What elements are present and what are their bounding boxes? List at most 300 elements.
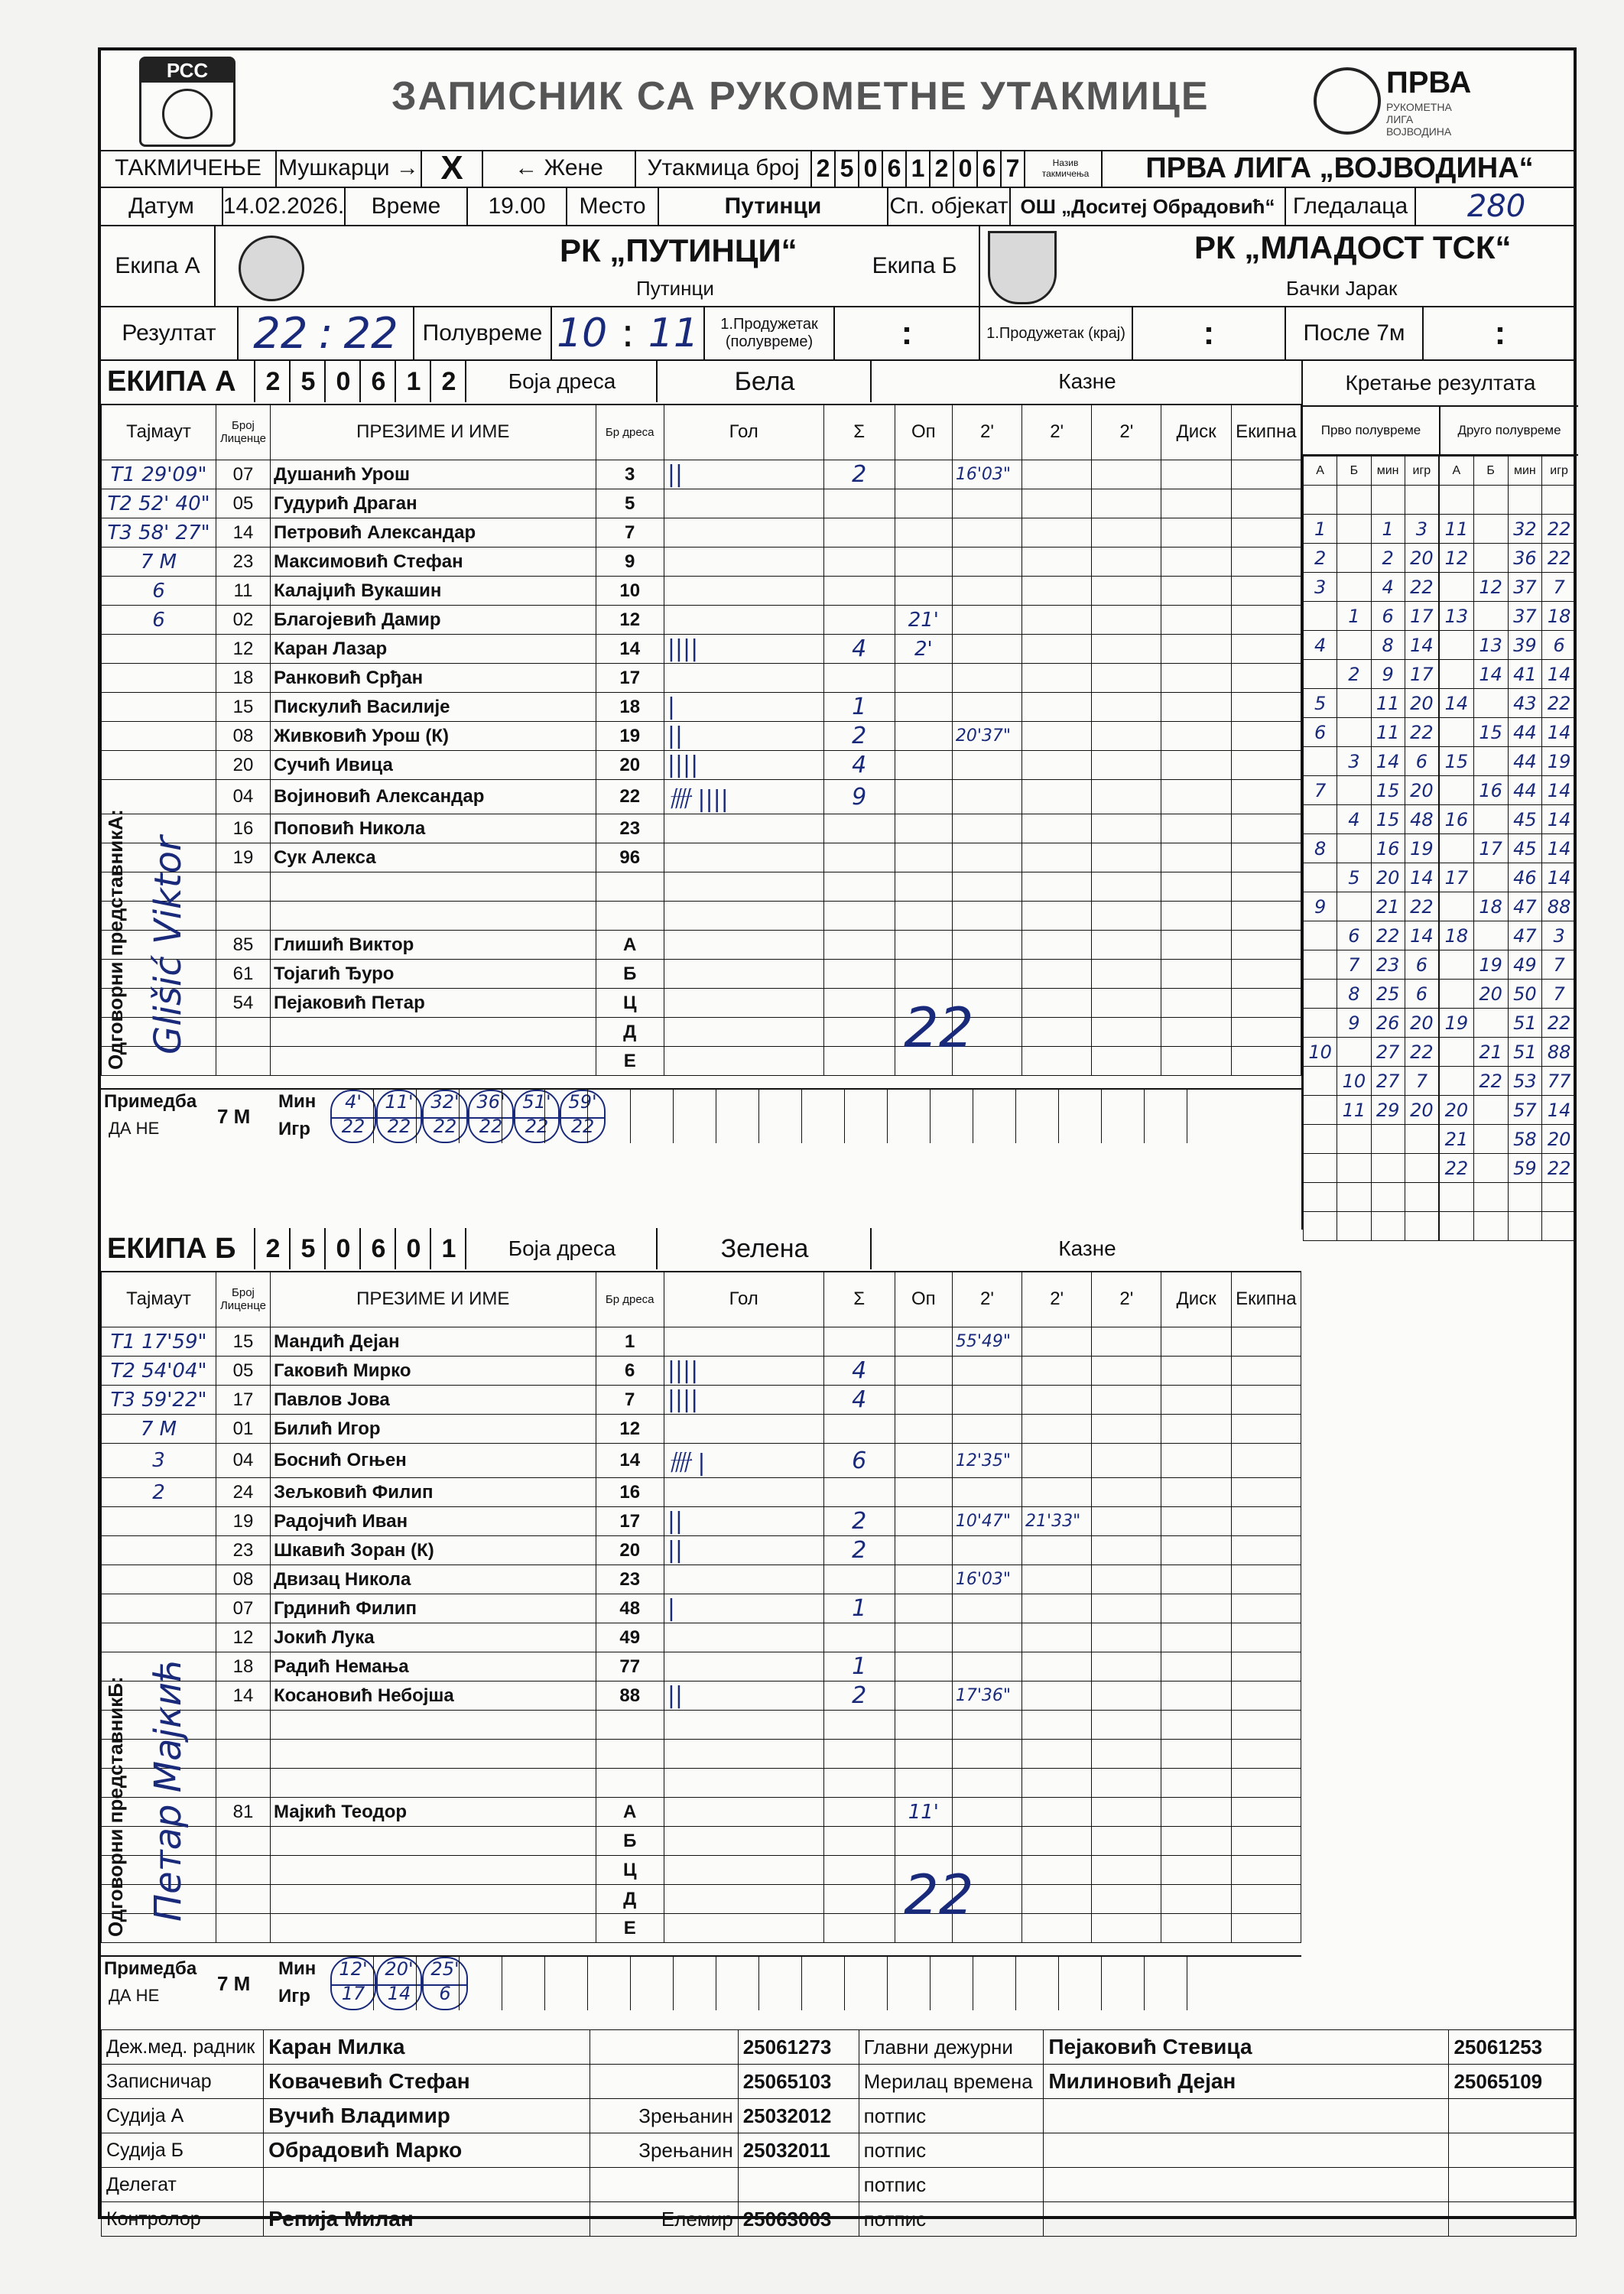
progress-cell: 6 (1337, 921, 1371, 950)
progress-cell: 16 (1371, 834, 1405, 863)
ot1-half-value: : (835, 307, 980, 359)
team-penalty-cell (1231, 960, 1301, 989)
progress-cell: 8 (1337, 980, 1371, 1009)
warning-cell (895, 1565, 952, 1594)
progress-cell: 14 (1542, 1096, 1577, 1125)
progress-cell: 45 (1508, 805, 1542, 834)
footer-city: Зрењанин (590, 2133, 738, 2168)
progress-cell (1440, 660, 1474, 689)
progress-cell (1304, 805, 1337, 834)
table-row (102, 489, 1301, 518)
footer-role2: Мерилац времена (859, 2065, 1044, 2099)
progress-cell: 3 (1405, 515, 1438, 544)
progress-cell: 32 (1508, 515, 1542, 544)
warning-cell (895, 1711, 952, 1740)
ot1-half-label: 1.Продужетак (полувреме) (705, 307, 835, 359)
penalty2-cell (1022, 751, 1092, 780)
jersey-number: 18 (596, 693, 664, 722)
penalty3-cell (1092, 814, 1161, 843)
progress-cell: 22 (1405, 1038, 1438, 1067)
penalty3-cell (1092, 780, 1161, 814)
penalty2-cell (1022, 1856, 1092, 1885)
progress-cell: 7 (1542, 573, 1577, 602)
license-cell (216, 1018, 271, 1047)
team-penalty-cell (1231, 1740, 1301, 1769)
progress-cell: 37 (1508, 602, 1542, 631)
league-ball-icon (1314, 67, 1381, 135)
progress-row (1440, 1183, 1577, 1212)
penalty1-cell (952, 606, 1021, 635)
license-cell (216, 872, 271, 902)
goals-tally (664, 902, 823, 931)
goals-sum: 1 (823, 1652, 895, 1682)
progress-cell (1337, 1212, 1371, 1241)
player-name (270, 902, 596, 931)
disqualification-cell (1161, 518, 1231, 548)
warning-cell (895, 1444, 952, 1478)
penalty1-cell (952, 664, 1021, 693)
progress-cell (1473, 805, 1508, 834)
license-cell: 19 (216, 843, 271, 872)
progress-cell: 48 (1405, 805, 1438, 834)
seven-m-grid-cell (373, 1090, 417, 1143)
license-cell: 05 (216, 1357, 271, 1386)
table-row (102, 1856, 1301, 1885)
penalty1-cell (952, 1711, 1021, 1740)
progress-row (1440, 1096, 1577, 1125)
footer-role: Записничар (102, 2065, 264, 2099)
license-cell: 19 (216, 1507, 271, 1536)
penalty1-cell (952, 1623, 1021, 1652)
penalty3-cell (1092, 1914, 1161, 1943)
penalty2-cell (1022, 548, 1092, 577)
player-name: Боснић Огњен (270, 1444, 596, 1478)
footer-role: Судија Б (102, 2133, 264, 2168)
disqualification-cell (1161, 780, 1231, 814)
player-name: Павлов Јова (270, 1386, 596, 1415)
team-header-title: ЕКИПА А (107, 366, 236, 398)
warning-cell (895, 1827, 952, 1856)
seven-m-player: 22 (560, 1116, 606, 1143)
penalty1-cell (952, 1798, 1021, 1827)
progress-cell (1440, 834, 1474, 863)
progress-cell (1337, 1125, 1371, 1154)
seven-m-grid-cell (544, 1957, 588, 2010)
penalty2-cell (1022, 1827, 1092, 1856)
jersey-number: 7 (596, 1386, 664, 1415)
disqualification-cell (1161, 1357, 1231, 1386)
footer-city: Елемир (590, 2202, 738, 2237)
half-a: 10 (557, 310, 608, 356)
rss-logo (139, 57, 235, 147)
penalty2-cell (1022, 814, 1092, 843)
table-row (102, 1623, 1301, 1652)
goals-sum (823, 1711, 895, 1740)
footer-name: Вучић Владимир (264, 2099, 590, 2133)
table-row (102, 1740, 1301, 1769)
progress-cell: 20 (1405, 776, 1438, 805)
table-row (102, 780, 1301, 814)
penalty2-cell (1022, 1386, 1092, 1415)
goals-tally (664, 1565, 823, 1594)
progress-cell (1337, 718, 1371, 747)
progress-cell: 7 (1405, 1067, 1438, 1096)
progress-cell (1440, 486, 1474, 515)
seven-m-player: 22 (422, 1116, 468, 1143)
team-penalty-cell (1231, 780, 1301, 814)
warning-cell (895, 577, 952, 606)
progress-cell: 50 (1508, 980, 1542, 1009)
progress-row (1440, 747, 1577, 776)
progress-cell: 20 (1542, 1125, 1577, 1154)
title-row (101, 50, 1574, 151)
officials-footer (101, 2029, 1577, 2237)
table-row (102, 1711, 1301, 1740)
table-row (102, 1047, 1301, 1076)
result-label: Резултат (101, 307, 239, 359)
goals-sum (823, 1798, 895, 1827)
seven-m-grid-cell (1015, 1090, 1059, 1143)
goals-sum: 2 (823, 1507, 895, 1536)
progress-cell: 6 (1405, 747, 1438, 776)
team-code-digit: 0 (324, 361, 361, 402)
progress-cell (1440, 718, 1474, 747)
seven-m-grid-cell (758, 1090, 802, 1143)
footer-code2: 25061253 (1449, 2030, 1577, 2065)
seven-m-player: 22 (376, 1116, 422, 1143)
progress-cell: 2 (1371, 544, 1405, 573)
goals-tally: |||| (664, 1386, 823, 1415)
progress-cell: 37 (1508, 573, 1542, 602)
footer-code2 (1449, 2099, 1577, 2133)
progress-cell (1405, 486, 1438, 515)
progress-cell (1337, 892, 1371, 921)
progress-cell: 22 (1405, 718, 1438, 747)
timeout-cell: 3 (102, 1444, 216, 1478)
progress-cell (1473, 486, 1508, 515)
penalty2-cell (1022, 1798, 1092, 1827)
penalty3-cell (1092, 1478, 1161, 1507)
progress-cell: 22 (1542, 544, 1577, 573)
license-cell (216, 1740, 271, 1769)
penalty3-cell (1092, 960, 1161, 989)
timeout-cell (102, 722, 216, 751)
progress-title: Кретање резултата (1303, 361, 1578, 407)
progress-cell: 11 (1337, 1096, 1371, 1125)
license-cell (216, 902, 271, 931)
penalty3-cell (1092, 1769, 1161, 1798)
penalty1-cell (952, 843, 1021, 872)
table-row (102, 1018, 1301, 1047)
goals-sum (823, 1827, 895, 1856)
jersey-number: 6 (596, 1357, 664, 1386)
goals-tally (664, 1885, 823, 1914)
progress-cell (1304, 486, 1337, 515)
progress-cell: 14 (1371, 747, 1405, 776)
progress-cell (1440, 1183, 1474, 1212)
footer-name: Обрадовић Марко (264, 2133, 590, 2168)
table-row (102, 548, 1301, 577)
timeout-cell (102, 635, 216, 664)
goals-sum: 4 (823, 635, 895, 664)
seven-m-grid-cell (930, 1957, 973, 2010)
progress-cell: 20 (1371, 863, 1405, 892)
progress-cell: 18 (1542, 602, 1577, 631)
league-logo-title: ПРВА (1386, 66, 1472, 99)
penalty3-cell (1092, 1018, 1161, 1047)
name-header: ПРЕЗИМЕ И ИМЕ (270, 1272, 596, 1327)
progress-cell (1337, 515, 1371, 544)
warning-cell (895, 872, 952, 902)
disqualification-cell (1161, 814, 1231, 843)
progress-row (1304, 1183, 1439, 1212)
progress-row (1304, 602, 1439, 631)
penalty3-cell (1092, 1565, 1161, 1594)
goals-tally (664, 548, 823, 577)
progress-cell: 18 (1440, 921, 1474, 950)
license-cell: 07 (216, 460, 271, 489)
match-digit: 7 (1002, 150, 1025, 187)
warning-cell (895, 1740, 952, 1769)
progress-cell (1473, 1183, 1508, 1212)
seven-m-player: 22 (330, 1116, 376, 1143)
penalty1-cell (952, 1652, 1021, 1682)
player-name (270, 1827, 596, 1856)
progress-cell: 39 (1508, 631, 1542, 660)
score-progress (1301, 361, 1578, 1230)
team-penalty-cell (1231, 1623, 1301, 1652)
license-cell: 04 (216, 780, 271, 814)
progress-row (1304, 515, 1439, 544)
goals-sum (823, 902, 895, 931)
license-cell (216, 1914, 271, 1943)
team-code-digit: 6 (359, 361, 396, 402)
progress-row (1304, 1125, 1439, 1154)
team-header (101, 1228, 1301, 1272)
league-logo (1314, 66, 1543, 138)
progress-cell: 19 (1542, 747, 1577, 776)
progress-cell: 6 (1405, 950, 1438, 980)
progress-cell: 2 (1304, 544, 1337, 573)
footer-city: Зрењанин (590, 2099, 738, 2133)
license-cell (216, 1769, 271, 1798)
goals-sum: 2 (823, 722, 895, 751)
warning-cell (895, 722, 952, 751)
progress-cell (1304, 1154, 1337, 1183)
progress-cell (1440, 1038, 1474, 1067)
progress-cell (1337, 1154, 1371, 1183)
penalty1-cell (952, 1478, 1021, 1507)
progress-cell: 19 (1473, 950, 1508, 980)
ball-icon (162, 89, 213, 139)
progress-cell: 44 (1508, 718, 1542, 747)
jersey-number: 22 (596, 780, 664, 814)
progress-row (1304, 1038, 1439, 1067)
goals-tally: |||| (664, 751, 823, 780)
goals-sum (823, 1856, 895, 1885)
timeout-cell (102, 1507, 216, 1536)
goals-sum (823, 814, 895, 843)
footer-city (590, 2030, 738, 2065)
name-header: ПРЕЗИМЕ И ИМЕ (270, 405, 596, 460)
goals-tally (664, 606, 823, 635)
team-penalty-cell (1231, 1769, 1301, 1798)
timeout-cell: T2 52' 40" (102, 489, 216, 518)
jersey-number: 14 (596, 1444, 664, 1478)
progress-cell (1440, 573, 1474, 602)
penalty1-cell (952, 872, 1021, 902)
footer-city (590, 2168, 738, 2202)
footer-name2: Милиновић Дејан (1044, 2065, 1449, 2099)
warning-cell (895, 1536, 952, 1565)
warning-cell (895, 1357, 952, 1386)
jersey-no-header: Бр дреса (596, 1272, 664, 1327)
progress-cell (1473, 544, 1508, 573)
team-code-digit: 2 (430, 361, 466, 402)
team-code-digit: 1 (395, 361, 431, 402)
disqualification-cell (1161, 872, 1231, 902)
seven-m-grid-cell (973, 1090, 1016, 1143)
warning-cell (895, 902, 952, 931)
license-cell: 01 (216, 1415, 271, 1444)
jersey-number (596, 902, 664, 931)
license-cell: 81 (216, 1798, 271, 1827)
seven-m-minute: 36' (468, 1090, 514, 1119)
penalty2-header: 2' (1022, 1272, 1092, 1327)
progress-cell (1440, 950, 1474, 980)
penalty3-cell (1092, 1536, 1161, 1565)
jersey-number: 7 (596, 518, 664, 548)
progress-cell: 22 (1371, 921, 1405, 950)
team-code-digit: 6 (359, 1228, 396, 1269)
player-name: Грдинић Филип (270, 1594, 596, 1623)
license-cell: 14 (216, 1682, 271, 1711)
progress-cell: 59 (1508, 1154, 1542, 1183)
place-label: Место (567, 188, 659, 225)
progress-cell: 22 (1542, 515, 1577, 544)
progress-cell (1371, 1183, 1405, 1212)
warning-cell (895, 664, 952, 693)
penalty1-cell (952, 902, 1021, 931)
progress-cell (1337, 573, 1371, 602)
seven-m-player: 14 (376, 1983, 422, 2010)
footer-city (590, 2065, 738, 2099)
progress-cell: 4 (1337, 805, 1371, 834)
goals-sum: 6 (823, 1444, 895, 1478)
penalty2-cell (1022, 931, 1092, 960)
player-name (270, 1740, 596, 1769)
progress-cell: 8 (1371, 631, 1405, 660)
progress-cell (1405, 1154, 1438, 1183)
penalty3-cell (1092, 635, 1161, 664)
progress-row (1440, 515, 1577, 544)
progress-cell: 27 (1371, 1038, 1405, 1067)
license-header: Број Лиценце (216, 405, 271, 460)
goals-tally: |||| (664, 1357, 823, 1386)
player-name (270, 1047, 596, 1076)
progress-cell: 6 (1405, 980, 1438, 1009)
table-row (102, 1478, 1301, 1507)
disqualification-cell (1161, 635, 1231, 664)
timeout-cell: T1 17'59" (102, 1327, 216, 1357)
disqualification-cell (1161, 1507, 1231, 1536)
progress-col-header: Б (1337, 457, 1371, 486)
progress-col-header: игр (1405, 457, 1438, 486)
seven-m-grid-cell (801, 1090, 845, 1143)
team-penalty-cell (1231, 1047, 1301, 1076)
progress-cell: 19 (1405, 834, 1438, 863)
competition-row (101, 150, 1574, 188)
goals-sum (823, 1018, 895, 1047)
spectators-label: Гледалаца (1286, 188, 1416, 225)
table-row (102, 1798, 1301, 1827)
goals-tally (664, 989, 823, 1018)
penalty2-cell (1022, 635, 1092, 664)
penalty3-cell (1092, 577, 1161, 606)
penalty3-cell (1092, 989, 1161, 1018)
seven-m-grid-cell (887, 1957, 931, 2010)
progress-cell: 4 (1304, 631, 1337, 660)
penalty3-cell (1092, 1507, 1161, 1536)
penalty3-header: 2' (1092, 405, 1161, 460)
jersey-number (596, 1711, 664, 1740)
player-name: Ранковић Срђан (270, 664, 596, 693)
progress-cell: 14 (1405, 921, 1438, 950)
progress-cell (1304, 602, 1337, 631)
penalty3-cell (1092, 872, 1161, 902)
team-penalty-cell (1231, 693, 1301, 722)
warning-cell (895, 460, 952, 489)
goals-tally (664, 1914, 823, 1943)
team-a-name: РК „ПУТИНЦИ“ (560, 232, 797, 268)
license-cell: 16 (216, 814, 271, 843)
progress-cell (1337, 631, 1371, 660)
penalty3-cell (1092, 843, 1161, 872)
footer-role: Контролор (102, 2202, 264, 2237)
jersey-number: 23 (596, 1565, 664, 1594)
disqualification-cell (1161, 548, 1231, 577)
timeout-cell: T3 58' 27" (102, 518, 216, 548)
seven-m-grid-cell (630, 1957, 674, 2010)
warning-cell: 21' (895, 606, 952, 635)
penalty1-cell (952, 814, 1021, 843)
progress-row (1304, 892, 1439, 921)
table-row (102, 751, 1301, 780)
seven-m-grid-cell (1058, 1090, 1102, 1143)
penalty2-cell (1022, 1623, 1092, 1652)
team-penalty-header: Екипна (1231, 1272, 1301, 1327)
progress-cell: 17 (1473, 834, 1508, 863)
license-cell: 54 (216, 989, 271, 1018)
jersey-number: 17 (596, 1507, 664, 1536)
progress-cell: 6 (1542, 631, 1577, 660)
team-penalty-cell (1231, 577, 1301, 606)
yes-no-label: ДА НЕ (109, 1986, 160, 2005)
progress-row (1440, 631, 1577, 660)
team-penalty-cell (1231, 1652, 1301, 1682)
jersey-number: Б (596, 960, 664, 989)
penalty2-header: 2' (1022, 405, 1092, 460)
disqualification-cell (1161, 960, 1231, 989)
progress-cell: 14 (1542, 660, 1577, 689)
penalty2-cell (1022, 1357, 1092, 1386)
penalty2-cell (1022, 722, 1092, 751)
match-digit: 6 (883, 150, 907, 187)
goals-tally (664, 1018, 823, 1047)
table-row (102, 1565, 1301, 1594)
progress-row (1304, 980, 1439, 1009)
progress-cell: 29 (1371, 1096, 1405, 1125)
